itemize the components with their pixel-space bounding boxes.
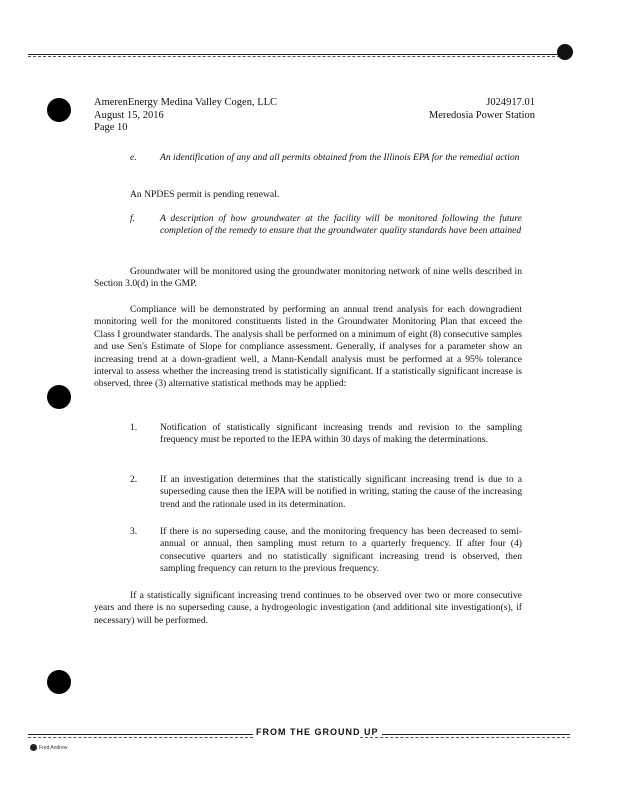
page-number: Page 10 [94,122,128,133]
footer-logo-text: Fred Andrew [39,744,68,751]
npdes-paragraph: An NPDES permit is pending renewal. [130,189,280,200]
punch-hole-top [47,98,71,122]
numbered-item-1-num: 1. [130,422,138,433]
numbered-item-2-num: 2. [130,474,138,485]
punch-hole-bottom [47,670,71,694]
footer-rule-right [360,734,570,735]
numbered-item-3-num: 3. [130,526,138,537]
numbered-item-1-text: Notification of statistically significant increasing trends and revision to the sampling frequency must be reported to the IEPA within 30 days of making the determinations. [160,422,522,446]
numbered-item-2 [130,474,522,511]
footer-rule-left-dotted [28,737,253,738]
compliance-paragraph: Compliance will be demonstrated by performing an annual trend analysis for each downgradient monitoring well for the monitored constituents listed in the Groundwater Monitoring Plan that exceed the Class I groundwater standards. The analysis shall be performed on a minimum of eight (8) consecutive samples and use Sen's Estimate of Slope for compliance assessment. Generally, if analyses for a parameter show an increasing trend at a down-gradient well, a Mann-Kendall analysis must be performed at a 95% tolerance interval to assess whether the increasing trend is statistically significant. If a statistically significant increase is observed, three (3) alternative statistical methods may be applied: [94,304,522,390]
footer-logo-icon [30,744,37,751]
numbered-item-1 [130,422,522,447]
numbered-item-2-text: If an investigation determines that the statistically significant increasing trend is due to a superseding cause then the IEPA will be notified in writing, stating the cause of the increasing trend and the rationale used in its determination. [160,474,522,510]
header-right [429,97,535,122]
footer-logo [30,744,67,751]
item-e [130,152,522,164]
document-number: J024917.01 [486,97,535,108]
company-logo-icon [557,44,573,60]
site-name: Meredosia Power Station [428,109,535,121]
numbered-item-3-text: If there is no superseding cause, and the monitoring frequency has been decreased to semi-annual or annual, then sampling must return to a quarterly frequency. If after four (4) consecutive quarters and no statistically significant increasing trend is observed, then sampling frequency can return to the previous frequency. [160,526,522,575]
monitoring-paragraph: Groundwater will be monitored using the groundwater monitoring network of nine wells described in Section 3.0(d) in the GMP. [94,266,522,290]
header-rule-dotted [28,56,570,57]
item-f-label: f. [130,213,136,224]
item-e-label: e. [130,152,137,163]
footer-slogan: FROM THE GROUND UP [253,727,382,737]
header-rule [28,54,570,55]
document-date: August 15, 2016 [94,109,164,121]
header-left [94,97,277,135]
company-name: AmerenEnergy Medina Valley Cogen, LLC [94,97,278,108]
closing-paragraph: If a statistically significant increasing trend continues to be observed over two or more consecutive years and there is no superseding cause, a hydrogeologic investigation (and additional site investigation(s), if necessary) will be performed. [94,590,522,626]
punch-hole-middle [47,385,71,409]
item-f [130,213,522,238]
footer-rule-left [28,734,253,735]
item-f-text: A description of how groundwater at the facility will be monitored following the future completion of the remedy to ensure that the groundwater quality standards have been attained [160,213,522,237]
footer-rule-right-dotted [360,737,570,738]
numbered-item-3 [130,526,522,576]
item-e-text: An identification of any and all permits obtained from the Illinois EPA for the remedial action [160,152,520,163]
